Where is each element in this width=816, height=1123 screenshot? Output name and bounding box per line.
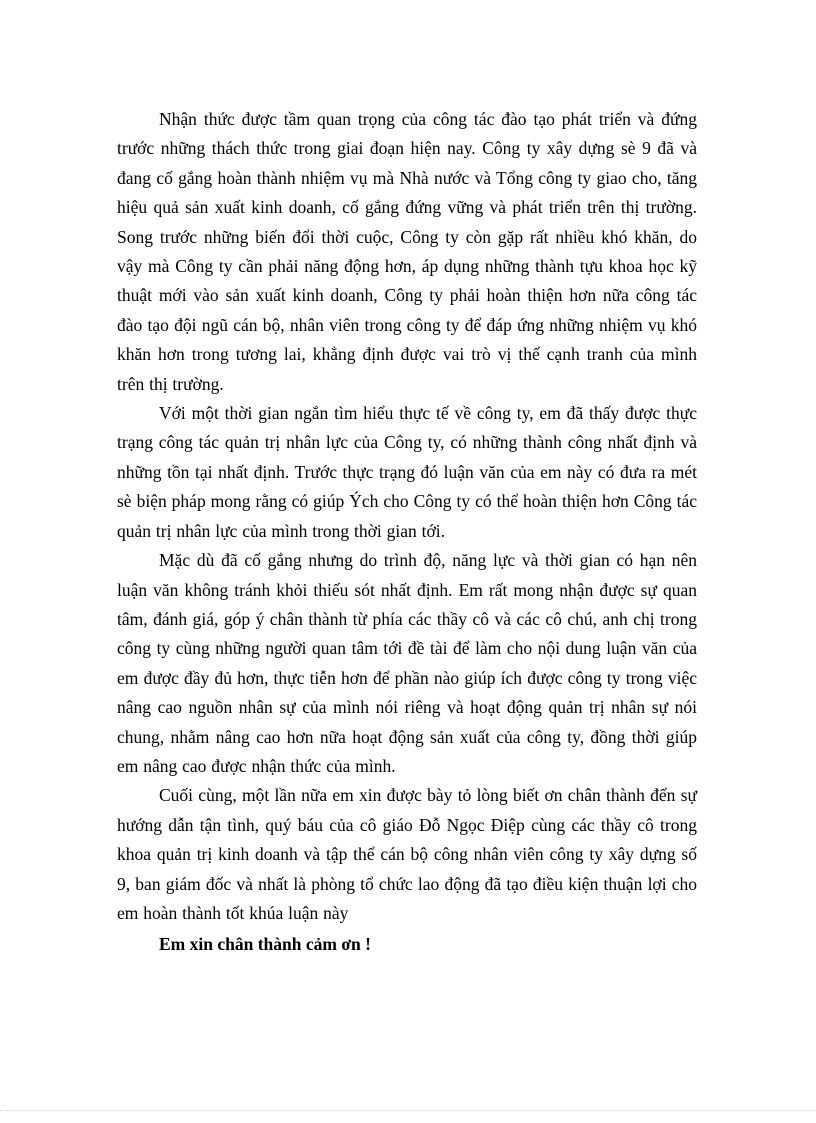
paragraph-1: Nhận thức được tầm quan trọng của công tác đào tạo phát triển và đứng trước những thách thức trong giai đoạn hiện nay. Công ty xây dựng sè 9 đã và đang cố gắng hoàn thành nhiệm vụ mà Nhà nước và Tổng công ty giao cho, tăng hiệu quả sản xuất kinh doanh, cố gắng đứng vững và phát triển trên thị trường. Song trước những biến đổi thời cuộc, Công ty còn gặp rất nhiều khó khăn, do vậy mà Công ty cần phải năng động hơn, áp dụng những thành tựu khoa học kỹ thuật mới vào sản xuất kinh doanh, Công ty phải hoàn thiện hơn nữa công tác đào tạo đội ngũ cán bộ, nhân viên trong công ty để đáp ứng những nhiệm vụ khó khăn hơn trong tương lai, khẳng định được vai trò vị thế cạnh tranh của mình trên thị trường. bbox=[117, 109, 697, 394]
page-bottom-rule bbox=[0, 1110, 816, 1111]
closing-line: Em xin chân thành cảm ơn ! bbox=[159, 934, 371, 955]
paragraph-3: Mặc dù đã cố gắng nhưng do trình độ, năng lực và thời gian có hạn nên luận văn không tránh khỏi thiếu sót nhất định. Em rất mong nhận được sự quan tâm, đánh giá, góp ý chân thành từ phía các thầy cô và các cô chú, anh chị trong công ty cùng những người quan tâm tới đề tài để làm cho nội dung luận văn của em được đầy đủ hơn, thực tiễn hơn để phần nào giúp ích được công ty trong việc nâng cao nguồn nhân sự của mình nói riêng và hoạt động quản trị nhân sự nói chung, nhằm nâng cao hơn nữa hoạt động sản xuất của công ty, đồng thời giúp em nâng cao được nhận thức của mình. bbox=[117, 550, 697, 776]
document-body bbox=[117, 105, 697, 960]
paragraph-4: Cuối cùng, một lần nữa em xin được bày tỏ lòng biết ơn chân thành đến sự hướng dẫn tận tình, quý báu của cô giáo Đỗ Ngọc Điệp cùng các thầy cô trong khoa quản trị kinh doanh và tập thể cán bộ công nhân viên công ty xây dựng số 9, ban giám đốc và nhất là phòng tổ chức lao động đã tạo điều kiện thuận lợi cho em hoàn thành tốt khúa luận này bbox=[117, 785, 697, 923]
paragraph-2: Với một thời gian ngắn tìm hiểu thực tế về công ty, em đã thấy được thực trạng công tác quản trị nhân lực của Công ty, có những thành công nhất định và những tồn tại nhất định. Trước thực trạng đó luận văn của em này có đưa ra mét sè biện pháp mong rằng có giúp Ých cho Công ty có thể hoàn thiện hơn Công tác quản trị nhân lực của mình trong thời gian tới. bbox=[117, 403, 697, 541]
